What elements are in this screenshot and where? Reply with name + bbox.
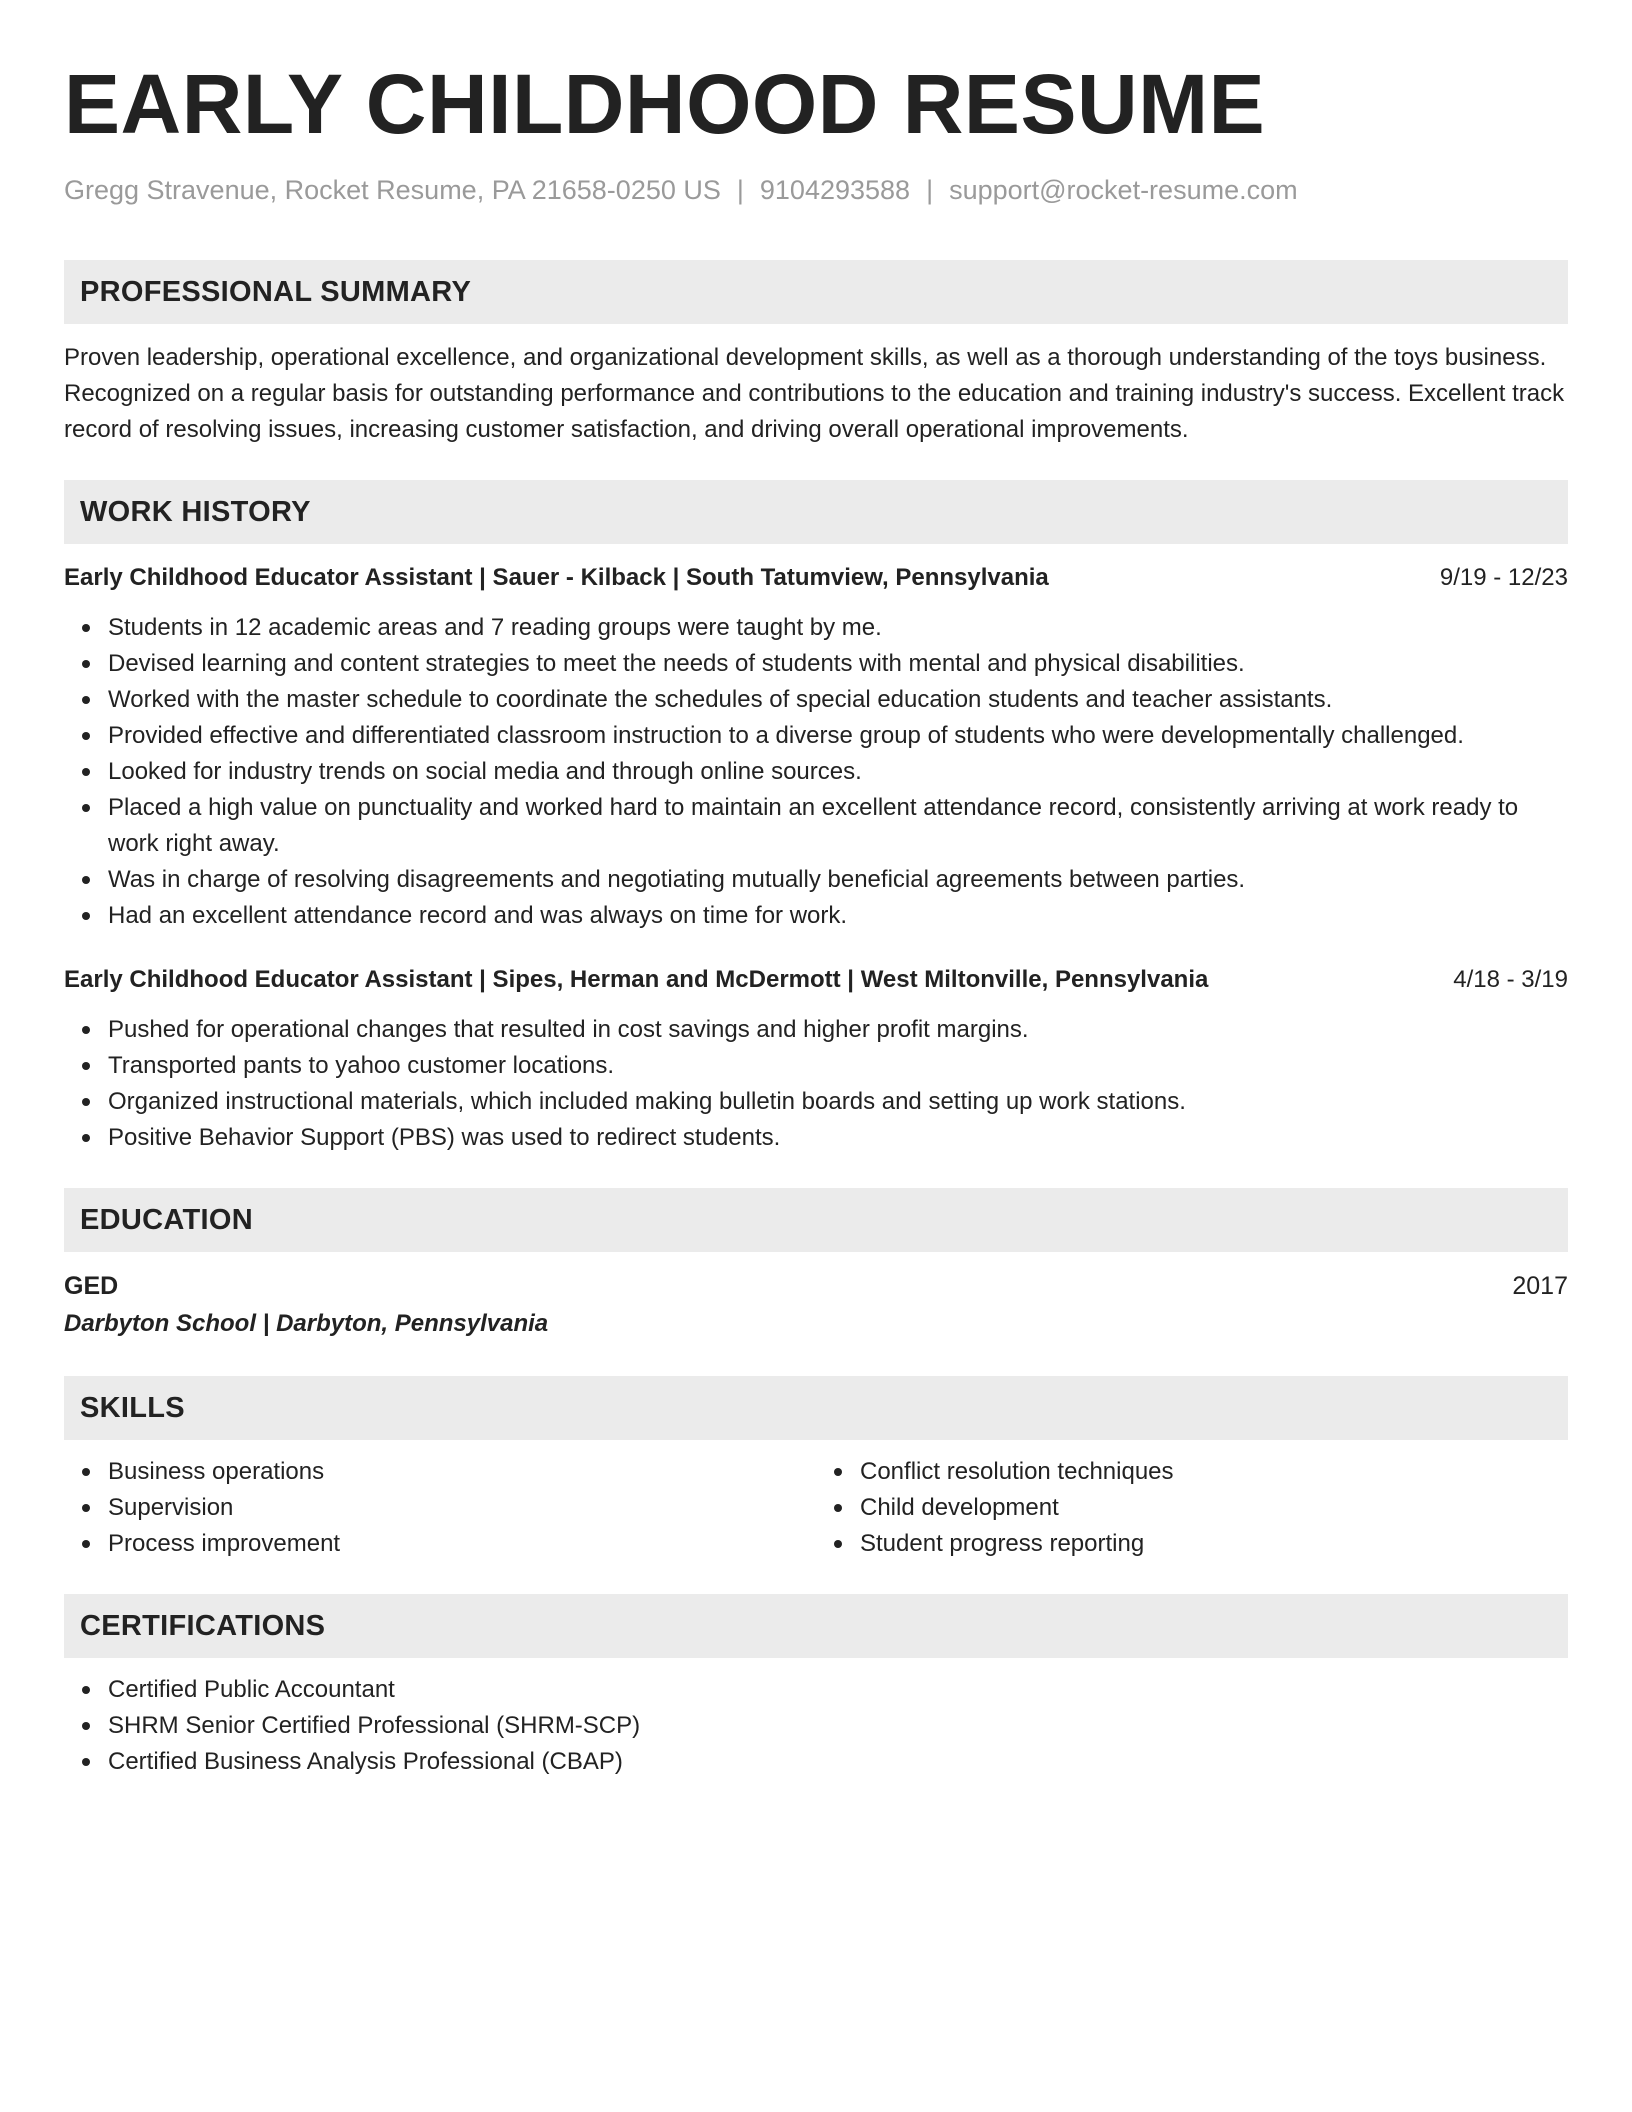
job-dates: 9/19 - 12/23 [1439,564,1568,591]
job-entry [64,560,1568,934]
job-dates: 4/18 - 3/19 [1453,966,1568,993]
section-heading-certifications: CERTIFICATIONS [64,1594,1568,1658]
job-title: Early Childhood Educator Assistant | Sipes, Herman and McDermott | West Miltonville, Pennsylvania [64,966,1209,993]
list-item: Certified Public Accountant [108,1672,1568,1708]
list-item: Looked for industry trends on social media and through online sources. [108,754,1568,790]
education-school: Darbyton School | Darbyton, Pennsylvania [64,1310,549,1337]
list-item: Placed a high value on punctuality and worked hard to maintain an excellent attendance record, consistently arriving at work ready to work right away. [108,790,1568,862]
skills-list [816,1454,1568,1562]
resume-title: EARLY CHILDHOOD RESUME [64,57,1266,151]
education-entry [64,1268,1568,1342]
list-item: Worked with the master schedule to coordinate the schedules of special education students and teacher assistants. [108,682,1568,718]
list-item: Students in 12 academic areas and 7 reading groups were taught by me. [108,610,1568,646]
contact-separator: | [736,175,744,205]
education-degree: GED [64,1272,119,1300]
job-bullet-list [64,610,1568,934]
certifications-list [64,1672,1568,1780]
section-heading-skills: SKILLS [64,1376,1568,1440]
job-title: Early Childhood Educator Assistant | Sauer - Kilback | South Tatumview, Pennsylvania [64,564,1049,591]
section-heading-summary: PROFESSIONAL SUMMARY [64,260,1568,324]
list-item: Business operations [108,1454,816,1490]
education-header [64,1268,1568,1304]
list-item: Had an excellent attendance record and was always on time for work. [108,898,1568,934]
job-bullet-list [64,1012,1568,1156]
education-year: 2017 [1512,1272,1568,1300]
skills-column-left [64,1454,816,1562]
skills-grid [64,1454,1568,1562]
list-item: Organized instructional materials, which included making bulletin boards and setting up work stations. [108,1084,1568,1120]
list-item: Positive Behavior Support (PBS) was used to redirect students. [108,1120,1568,1156]
list-item: Provided effective and differentiated classroom instruction to a diverse group of students who were developmentally challenged. [108,718,1568,754]
contact-phone: 9104293588 [759,175,911,205]
list-item: Conflict resolution techniques [860,1454,1568,1490]
list-item: Supervision [108,1490,816,1526]
contact-separator: | [926,175,934,205]
contact-address: Gregg Stravenue, Rocket Resume, PA 21658-0250 US [64,175,721,205]
section-heading-education: EDUCATION [64,1188,1568,1252]
section-heading-work-history: WORK HISTORY [64,480,1568,544]
summary-text: Proven leadership, operational excellence, and organizational development skills, as well as a thorough understanding of the toys business. Recognized on a regular basis for outstanding performance and contributions to the education and training industry's success. Excellent track record of resolving issues, increasing customer satisfaction, and driving overall operational improvements. [64,344,1565,443]
job-entry [64,962,1568,1156]
contact-line [64,172,1568,208]
job-header [64,560,1568,596]
list-item: Pushed for operational changes that resulted in cost savings and higher profit margins. [108,1012,1568,1048]
list-item: Certified Business Analysis Professional (CBAP) [108,1744,1568,1780]
contact-email: support@rocket-resume.com [949,175,1298,205]
list-item: Transported pants to yahoo customer locations. [108,1048,1568,1084]
skills-column-right [816,1454,1568,1562]
skills-list [64,1454,816,1562]
list-item: Devised learning and content strategies to meet the needs of students with mental and physical disabilities. [108,646,1568,682]
list-item: SHRM Senior Certified Professional (SHRM-SCP) [108,1708,1568,1744]
list-item: Student progress reporting [860,1526,1568,1562]
list-item: Process improvement [108,1526,816,1562]
list-item: Child development [860,1490,1568,1526]
list-item: Was in charge of resolving disagreements and negotiating mutually beneficial agreements between parties. [108,862,1568,898]
job-header [64,962,1568,998]
